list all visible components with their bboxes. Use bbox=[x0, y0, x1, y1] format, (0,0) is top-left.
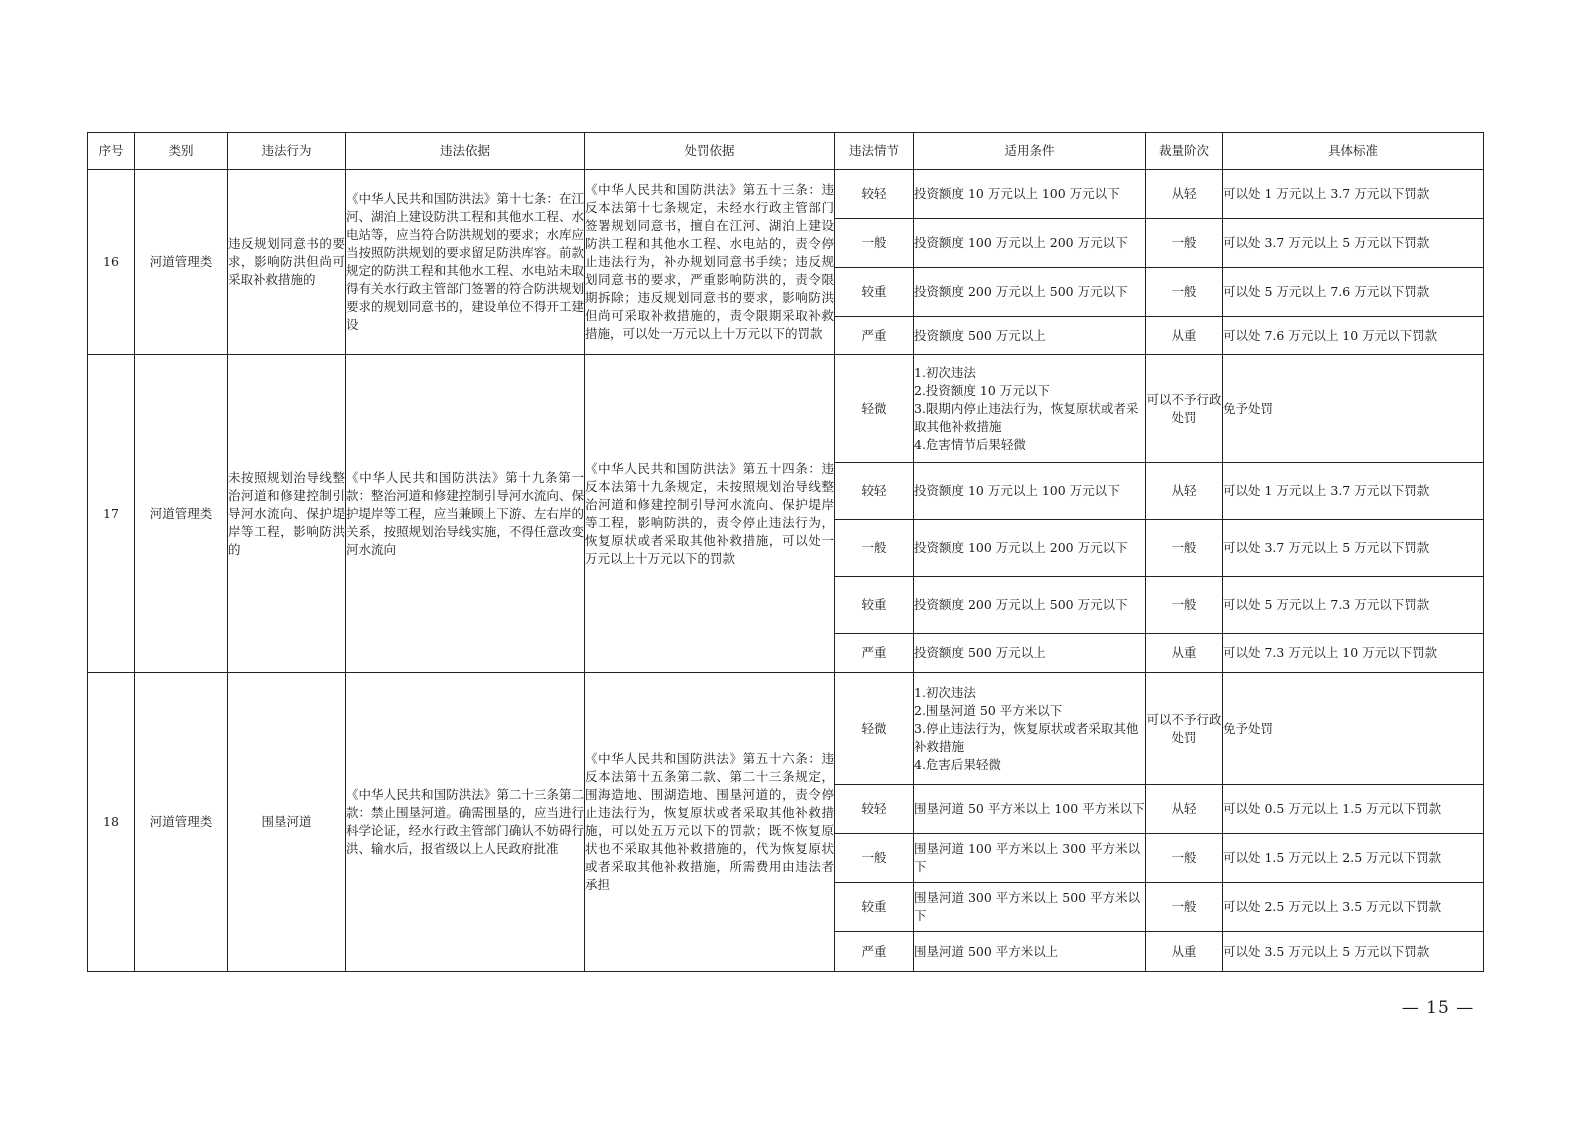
item-number: 18 bbox=[88, 673, 135, 972]
condition-cell: 围垦河道 100 平方米以上 300 平方米以下 bbox=[914, 834, 1146, 883]
tier-cell: 一般 bbox=[1146, 577, 1223, 634]
item-category: 河道管理类 bbox=[135, 673, 228, 972]
header-behavior: 违法行为 bbox=[228, 133, 346, 170]
header-standard: 具体标准 bbox=[1223, 133, 1484, 170]
standard-cell: 可以处 1 万元以上 3.7 万元以下罚款 bbox=[1223, 463, 1484, 520]
tier-cell: 一般 bbox=[1146, 834, 1223, 883]
item-behavior: 违反规划同意书的要求，影响防洪但尚可采取补救措施的 bbox=[228, 170, 346, 355]
item-penalty-basis: 《中华人民共和国防洪法》第五十六条：违反本法第十五条第二款、第二十三条规定，围海造地、围湖造地、围垦河道的，责令停止违法行为，恢复原状或者采取其他补救措施，可以处五万元以下的罚款；既不恢复原状也不采取其他补救措施的，代为恢复原状或者采取其他补救措施，所需费用由违法者承担 bbox=[585, 673, 835, 972]
level-cell: 一般 bbox=[835, 520, 914, 577]
condition-cell: 投资额度 10 万元以上 100 万元以下 bbox=[914, 170, 1146, 219]
header-penalty-basis: 处罚依据 bbox=[585, 133, 835, 170]
header-level: 违法情节 bbox=[835, 133, 914, 170]
item-penalty-basis: 《中华人民共和国防洪法》第五十四条：违反本法第十九条规定，未按照规划治导线整治河道和修建控制引导河水流向、保护堤岸等工程，影响防洪的，责令停止违法行为，恢复原状或者采取其他补救措施，可以处一万元以上十万元以下的罚款 bbox=[585, 355, 835, 673]
page-number: — 15 — bbox=[1401, 998, 1475, 1018]
level-cell: 较重 bbox=[835, 883, 914, 932]
standard-cell: 可以处 3.7 万元以上 5 万元以下罚款 bbox=[1223, 219, 1484, 268]
standard-cell: 可以处 7.3 万元以上 10 万元以下罚款 bbox=[1223, 634, 1484, 673]
penalty-discretion-table bbox=[87, 132, 1484, 972]
standard-cell: 可以处 3.5 万元以上 5 万元以下罚款 bbox=[1223, 932, 1484, 972]
item-behavior: 围垦河道 bbox=[228, 673, 346, 972]
condition-cell: 投资额度 100 万元以上 200 万元以下 bbox=[914, 219, 1146, 268]
level-cell: 严重 bbox=[835, 634, 914, 673]
condition-cell: 投资额度 500 万元以上 bbox=[914, 317, 1146, 355]
tier-cell: 从重 bbox=[1146, 932, 1223, 972]
tier-cell: 一般 bbox=[1146, 268, 1223, 317]
tier-cell: 可以不予行政处罚 bbox=[1146, 673, 1223, 785]
tier-cell: 一般 bbox=[1146, 520, 1223, 577]
header-tier: 裁量阶次 bbox=[1146, 133, 1223, 170]
condition-cell: 投资额度 200 万元以上 500 万元以下 bbox=[914, 577, 1146, 634]
level-cell: 一般 bbox=[835, 219, 914, 268]
condition-cell: 投资额度 100 万元以上 200 万元以下 bbox=[914, 520, 1146, 577]
tier-cell: 一般 bbox=[1146, 219, 1223, 268]
item-basis: 《中华人民共和国防洪法》第十七条：在江河、湖泊上建设防洪工程和其他水工程、水电站等，应当符合防洪规划的要求；水库应当按照防洪规划的要求留足防洪库容。前款规定的防洪工程和其他水工程、水电站未取得有关水行政主管部门签署的符合防洪规划要求的规划同意书的，建设单位不得开工建设 bbox=[346, 170, 585, 355]
level-cell: 较重 bbox=[835, 268, 914, 317]
table-header-row bbox=[88, 133, 1484, 170]
standard-cell: 可以处 2.5 万元以上 3.5 万元以下罚款 bbox=[1223, 883, 1484, 932]
level-cell: 一般 bbox=[835, 834, 914, 883]
standard-cell: 免予处罚 bbox=[1223, 673, 1484, 785]
level-cell: 轻微 bbox=[835, 673, 914, 785]
standard-cell: 可以处 1 万元以上 3.7 万元以下罚款 bbox=[1223, 170, 1484, 219]
item-category: 河道管理类 bbox=[135, 170, 228, 355]
tier-cell: 从重 bbox=[1146, 317, 1223, 355]
standard-cell: 可以处 1.5 万元以上 2.5 万元以下罚款 bbox=[1223, 834, 1484, 883]
header-category: 类别 bbox=[135, 133, 228, 170]
item-behavior: 未按照规划治导线整治河道和修建控制引导河水流向、保护堤岸等工程，影响防洪的 bbox=[228, 355, 346, 673]
condition-cell: 1.初次违法 2.围垦河道 50 平方米以下 3.停止违法行为，恢复原状或者采取其他补救措施 4.危害后果轻微 bbox=[914, 673, 1146, 785]
condition-cell: 投资额度 500 万元以上 bbox=[914, 634, 1146, 673]
tier-cell: 从轻 bbox=[1146, 463, 1223, 520]
condition-cell: 投资额度 10 万元以上 100 万元以下 bbox=[914, 463, 1146, 520]
item-category: 河道管理类 bbox=[135, 355, 228, 673]
standard-cell: 免予处罚 bbox=[1223, 355, 1484, 463]
standard-cell: 可以处 0.5 万元以上 1.5 万元以下罚款 bbox=[1223, 785, 1484, 834]
level-cell: 严重 bbox=[835, 317, 914, 355]
header-basis: 违法依据 bbox=[346, 133, 585, 170]
tier-cell: 从轻 bbox=[1146, 785, 1223, 834]
condition-cell: 投资额度 200 万元以上 500 万元以下 bbox=[914, 268, 1146, 317]
header-condition: 适用条件 bbox=[914, 133, 1146, 170]
condition-cell: 围垦河道 50 平方米以上 100 平方米以下 bbox=[914, 785, 1146, 834]
tier-cell: 从重 bbox=[1146, 634, 1223, 673]
level-cell: 较重 bbox=[835, 577, 914, 634]
level-cell: 较轻 bbox=[835, 463, 914, 520]
standard-cell: 可以处 3.7 万元以上 5 万元以下罚款 bbox=[1223, 520, 1484, 577]
level-cell: 较轻 bbox=[835, 785, 914, 834]
table-row bbox=[88, 673, 1484, 785]
level-cell: 严重 bbox=[835, 932, 914, 972]
tier-cell: 从轻 bbox=[1146, 170, 1223, 219]
standard-cell: 可以处 5 万元以上 7.6 万元以下罚款 bbox=[1223, 268, 1484, 317]
table-row bbox=[88, 355, 1484, 463]
standard-cell: 可以处 7.6 万元以上 10 万元以下罚款 bbox=[1223, 317, 1484, 355]
tier-cell: 一般 bbox=[1146, 883, 1223, 932]
level-cell: 较轻 bbox=[835, 170, 914, 219]
condition-cell: 围垦河道 300 平方米以上 500 平方米以下 bbox=[914, 883, 1146, 932]
item-basis: 《中华人民共和国防洪法》第二十三条第二款：禁止围垦河道。确需围垦的，应当进行科学论证，经水行政主管部门确认不妨碍行洪、输水后，报省级以上人民政府批准 bbox=[346, 673, 585, 972]
level-cell: 轻微 bbox=[835, 355, 914, 463]
table-row bbox=[88, 170, 1484, 219]
condition-cell: 围垦河道 500 平方米以上 bbox=[914, 932, 1146, 972]
item-number: 16 bbox=[88, 170, 135, 355]
header-no: 序号 bbox=[88, 133, 135, 170]
condition-cell: 1.初次违法 2.投资额度 10 万元以下 3.限期内停止违法行为，恢复原状或者采取其他补救措施 4.危害情节后果轻微 bbox=[914, 355, 1146, 463]
item-penalty-basis: 《中华人民共和国防洪法》第五十三条：违反本法第十七条规定，未经水行政主管部门签署规划同意书，擅自在江河、湖泊上建设防洪工程和其他水工程、水电站的，责令停止违法行为，补办规划同意书手续；违反规划同意书的要求，严重影响防洪的，责令限期拆除；违反规划同意书的要求，影响防洪但尚可采取补救措施的，责令限期采取补救措施，可以处一万元以上十万元以下的罚款 bbox=[585, 170, 835, 355]
standard-cell: 可以处 5 万元以上 7.3 万元以下罚款 bbox=[1223, 577, 1484, 634]
item-number: 17 bbox=[88, 355, 135, 673]
item-basis: 《中华人民共和国防洪法》第十九条第一款：整治河道和修建控制引导河水流向、保护堤岸等工程，应当兼顾上下游、左右岸的关系，按照规划治导线实施，不得任意改变河水流向 bbox=[346, 355, 585, 673]
tier-cell: 可以不予行政处罚 bbox=[1146, 355, 1223, 463]
